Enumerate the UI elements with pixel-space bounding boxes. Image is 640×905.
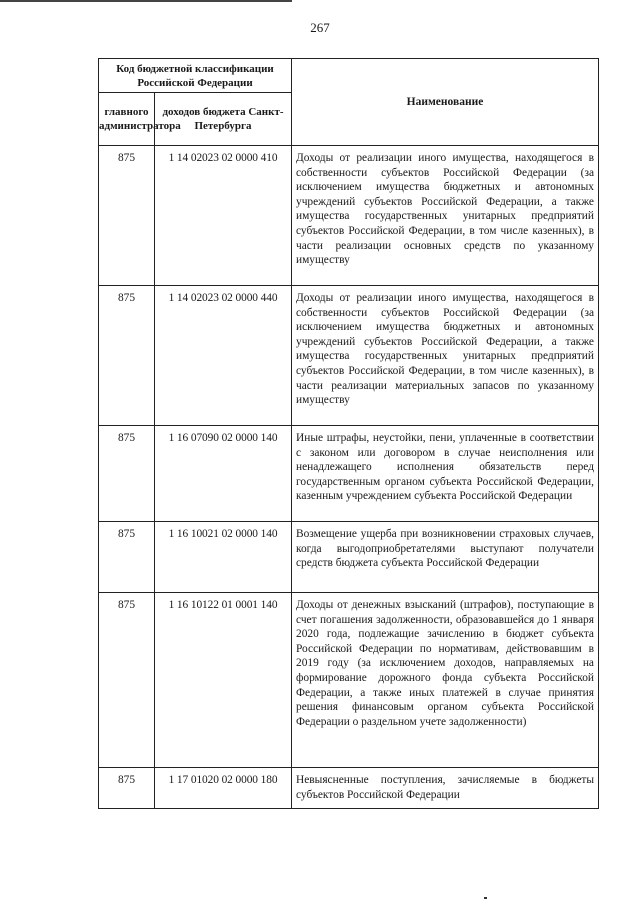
page-number: 267 <box>310 20 330 35</box>
income-name: Доходы от реализации иного имущества, находящегося в собственности субъектов Российской Федерации (за исключением имущества бюджетных и автономных учреждений субъектов Российской Федерации, а также имущества государственных унитарных предприятий субъектов Российской Федерации, в том числе казенных), в части реализации основных средств по указанному имуществу <box>292 146 599 286</box>
table-row <box>99 426 599 522</box>
income-name: Невыясненные поступления, зачисляемые в бюджеты субъектов Российской Федерации <box>292 768 599 809</box>
header-income: доходов бюджета Санкт-Петербурга <box>155 93 292 146</box>
scan-mark <box>484 897 487 899</box>
header-name: Наименование <box>292 59 599 146</box>
income-name: Возмещение ущерба при возникновении страховых случаев, когда выгодоприобретателями выступают получатели средств бюджета субъекта Российской Федерации <box>292 522 599 593</box>
budget-classification-table <box>98 58 599 809</box>
income-code: 1 14 02023 02 0000 410 <box>155 146 292 286</box>
admin-code: 875 <box>99 768 155 809</box>
table-row <box>99 768 599 809</box>
admin-code: 875 <box>99 522 155 593</box>
top-rule <box>0 0 292 2</box>
income-name: Доходы от денежных взысканий (штрафов), поступающие в счет погашения задолженности, образовавшейся до 1 января 2020 года, подлежащие зачислению в бюджет субъекта Российской Федерации по нормативам, действовавшим в 2019 году (за исключением доходов, направляемых на формирование дорожного фонда субъекта Российской Федерации, а также иных платежей в случае принятия решения финансовым органом субъекта Российской Федерации о раздельном учете задолженности) <box>292 593 599 768</box>
admin-code: 875 <box>99 426 155 522</box>
income-code: 1 16 10021 02 0000 140 <box>155 522 292 593</box>
table-row <box>99 522 599 593</box>
admin-code: 875 <box>99 286 155 426</box>
income-code: 1 14 02023 02 0000 440 <box>155 286 292 426</box>
admin-code: 875 <box>99 146 155 286</box>
header-group-label: Код бюджетной классификации Российской Федерации <box>99 59 292 93</box>
table-row <box>99 146 599 286</box>
header-admin: главного администратора <box>99 93 155 146</box>
income-code: 1 16 10122 01 0001 140 <box>155 593 292 768</box>
income-code: 1 16 07090 02 0000 140 <box>155 426 292 522</box>
table-row <box>99 286 599 426</box>
income-code: 1 17 01020 02 0000 180 <box>155 768 292 809</box>
income-name: Иные штрафы, неустойки, пени, уплаченные в соответствии с законом или договором в случае неисполнения или ненадлежащего исполнения обязательств перед государственным органом субъекта Российской Федерации, казенным учреждением субъекта Российской Федерации <box>292 426 599 522</box>
admin-code: 875 <box>99 593 155 768</box>
income-name: Доходы от реализации иного имущества, находящегося в собственности субъектов Российской Федерации (за исключением имущества бюджетных и автономных учреждений субъектов Российской Федерации, а также имущества государственных унитарных предприятий субъектов Российской Федерации, в том числе казенных), в части реализации материальных запасов по указанному имуществу <box>292 286 599 426</box>
table-row <box>99 593 599 768</box>
